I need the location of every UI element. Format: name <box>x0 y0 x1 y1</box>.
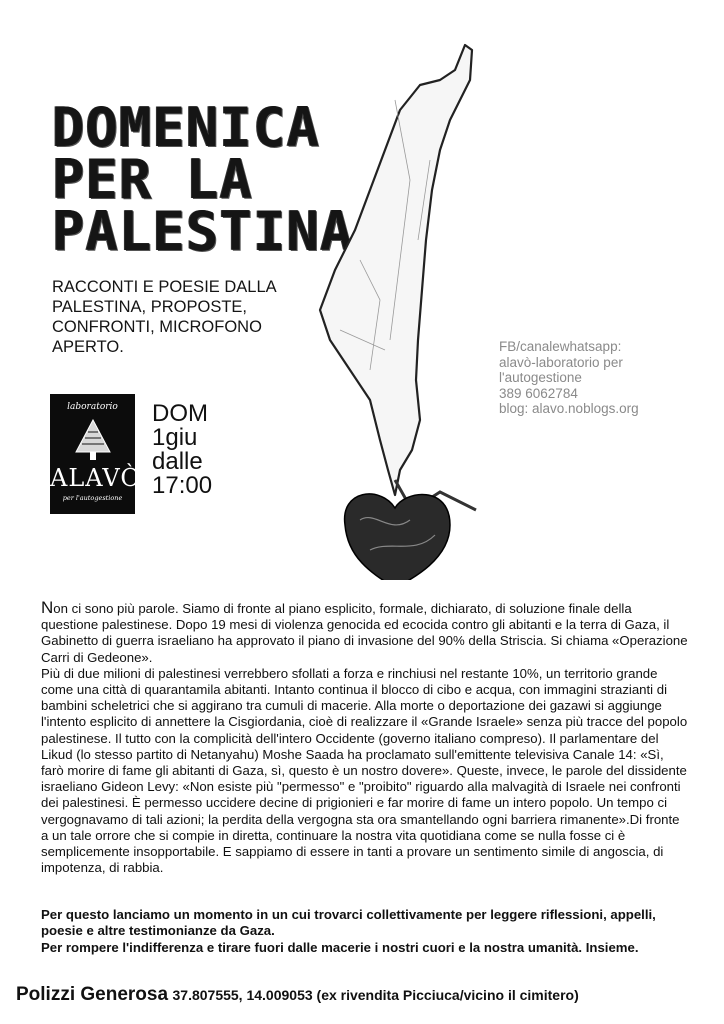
palestine-map-heart-illustration <box>300 40 500 580</box>
body-text <box>41 600 689 876</box>
logo-top-text: laboratorio <box>67 402 118 412</box>
body-paragraph-text: on ci sono più parole. Siamo di fronte al piano esplicito, formale, dichiarato, di soluzione finale della questione palestinese. Dopo 19 mesi di violenza genocida ed ecocida contro gli abitanti e la terra di Gaza, il Gabinetto di guerra israeliano ha approvato il piano di invasione del 90% della Striscia. Si chiama «Operazione Carri di Gedeone». <box>41 601 688 665</box>
title-line: PER LA <box>52 148 254 211</box>
event-date-time <box>152 402 262 498</box>
when-line: 17:00 <box>152 472 213 499</box>
subtitle <box>52 277 312 357</box>
when-line: 1giu <box>152 424 198 451</box>
contact-line: FB/canalewhatsapp: <box>499 339 622 354</box>
when-line: DOM <box>152 400 208 427</box>
when-line: dalle <box>152 448 203 475</box>
logo-bottom-text: per l'autogestione <box>62 494 123 502</box>
contact-line: 389 6062784 <box>499 385 578 401</box>
call-line: Per rompere l'indifferenza e tirare fuori dalle macerie i nostri cuori e la nostra umanità. Insieme. <box>41 939 639 955</box>
subtitle-line: PALESTINA, PROPOSTE, <box>52 298 247 316</box>
logo-name: ALAVÒ <box>50 464 141 492</box>
body-paragraph: Più di due milioni di palestinesi verrebbero sfollati a forza e rinchiusi nel restante 10%, un territorio grande come una città di quarantamila abitanti. Intanto continua il blocco di cibo e acqua, con immagini strazianti di bambini scheletrici che si aggirano tra cumuli di macerie. Alla morte o deportazione dei gazawi si aggiunge l'intento esplicito di annettere la Cisgiordania, cioè di realizzare il «Grande Israele» senza più tracce del popolo palestinese. Il tutto con la complicità dell'intero Occidente (governo italiano compreso). Il parlamentare del Likud (lo stesso partito di Netanyahu) Moshe Saada ha proclamato sull'emittente televisiva Canale 14: «Sì, farò morire di fame gli abitanti di Gaza, sì, questo è un nostro dovere». Queste, invece, le parole del dissidente israeliano Gideon Levy: «Non esiste più "permesso" e "proibito" riguardo alla malvagità di Israele nei confronti dei palestinesi. È permesso uccidere decine di prigionieri e far morire di fame un intero popolo. Un tempo ci vergognavamo di tali azioni; la perdita della vergogna sta ora smantellando ogni barriera rimanente».Di fronte a un tale orrore che si compie in diretta, continuare la nostra vita quotidiana come se nulla fosse ci è semplicemente insopportabile. E sappiamo di essere in tanti a provare un sentimento simile di angoscia, di impotenza, di rabbia. <box>41 665 688 876</box>
contact-info <box>499 339 699 417</box>
title-line: PALESTINA <box>52 200 354 263</box>
call-line: Per questo lanciamo un momento in un cui trovarci collettivamente per leggere riflessioni, appelli, poesie e altre testimonianze da Gaza. <box>41 907 656 939</box>
heart-icon <box>345 494 450 580</box>
alavo-logo <box>50 394 141 514</box>
subtitle-line: CONFRONTI, MICROFONO <box>52 318 262 336</box>
drop-cap: N <box>41 598 54 617</box>
location-place: Polizzi Generosa <box>16 984 169 1005</box>
tree-icon <box>72 418 114 462</box>
body-paragraph <box>41 600 689 666</box>
subtitle-line: RACCONTI E POESIE DALLA <box>52 278 277 296</box>
location-footer <box>16 984 716 1006</box>
contact-line: blog: alavo.noblogs.org <box>499 401 639 416</box>
contact-line: alavò-laboratorio per <box>499 354 623 370</box>
subtitle-line: APERTO. <box>52 338 124 356</box>
title-line: DOMENICA <box>52 96 321 159</box>
contact-line: l'autogestione <box>499 370 582 385</box>
location-coordinates: 37.807555, 14.009053 (ex rivendita Picciuca/vicino il cimitero) <box>172 987 579 1003</box>
call-to-action <box>41 907 701 956</box>
